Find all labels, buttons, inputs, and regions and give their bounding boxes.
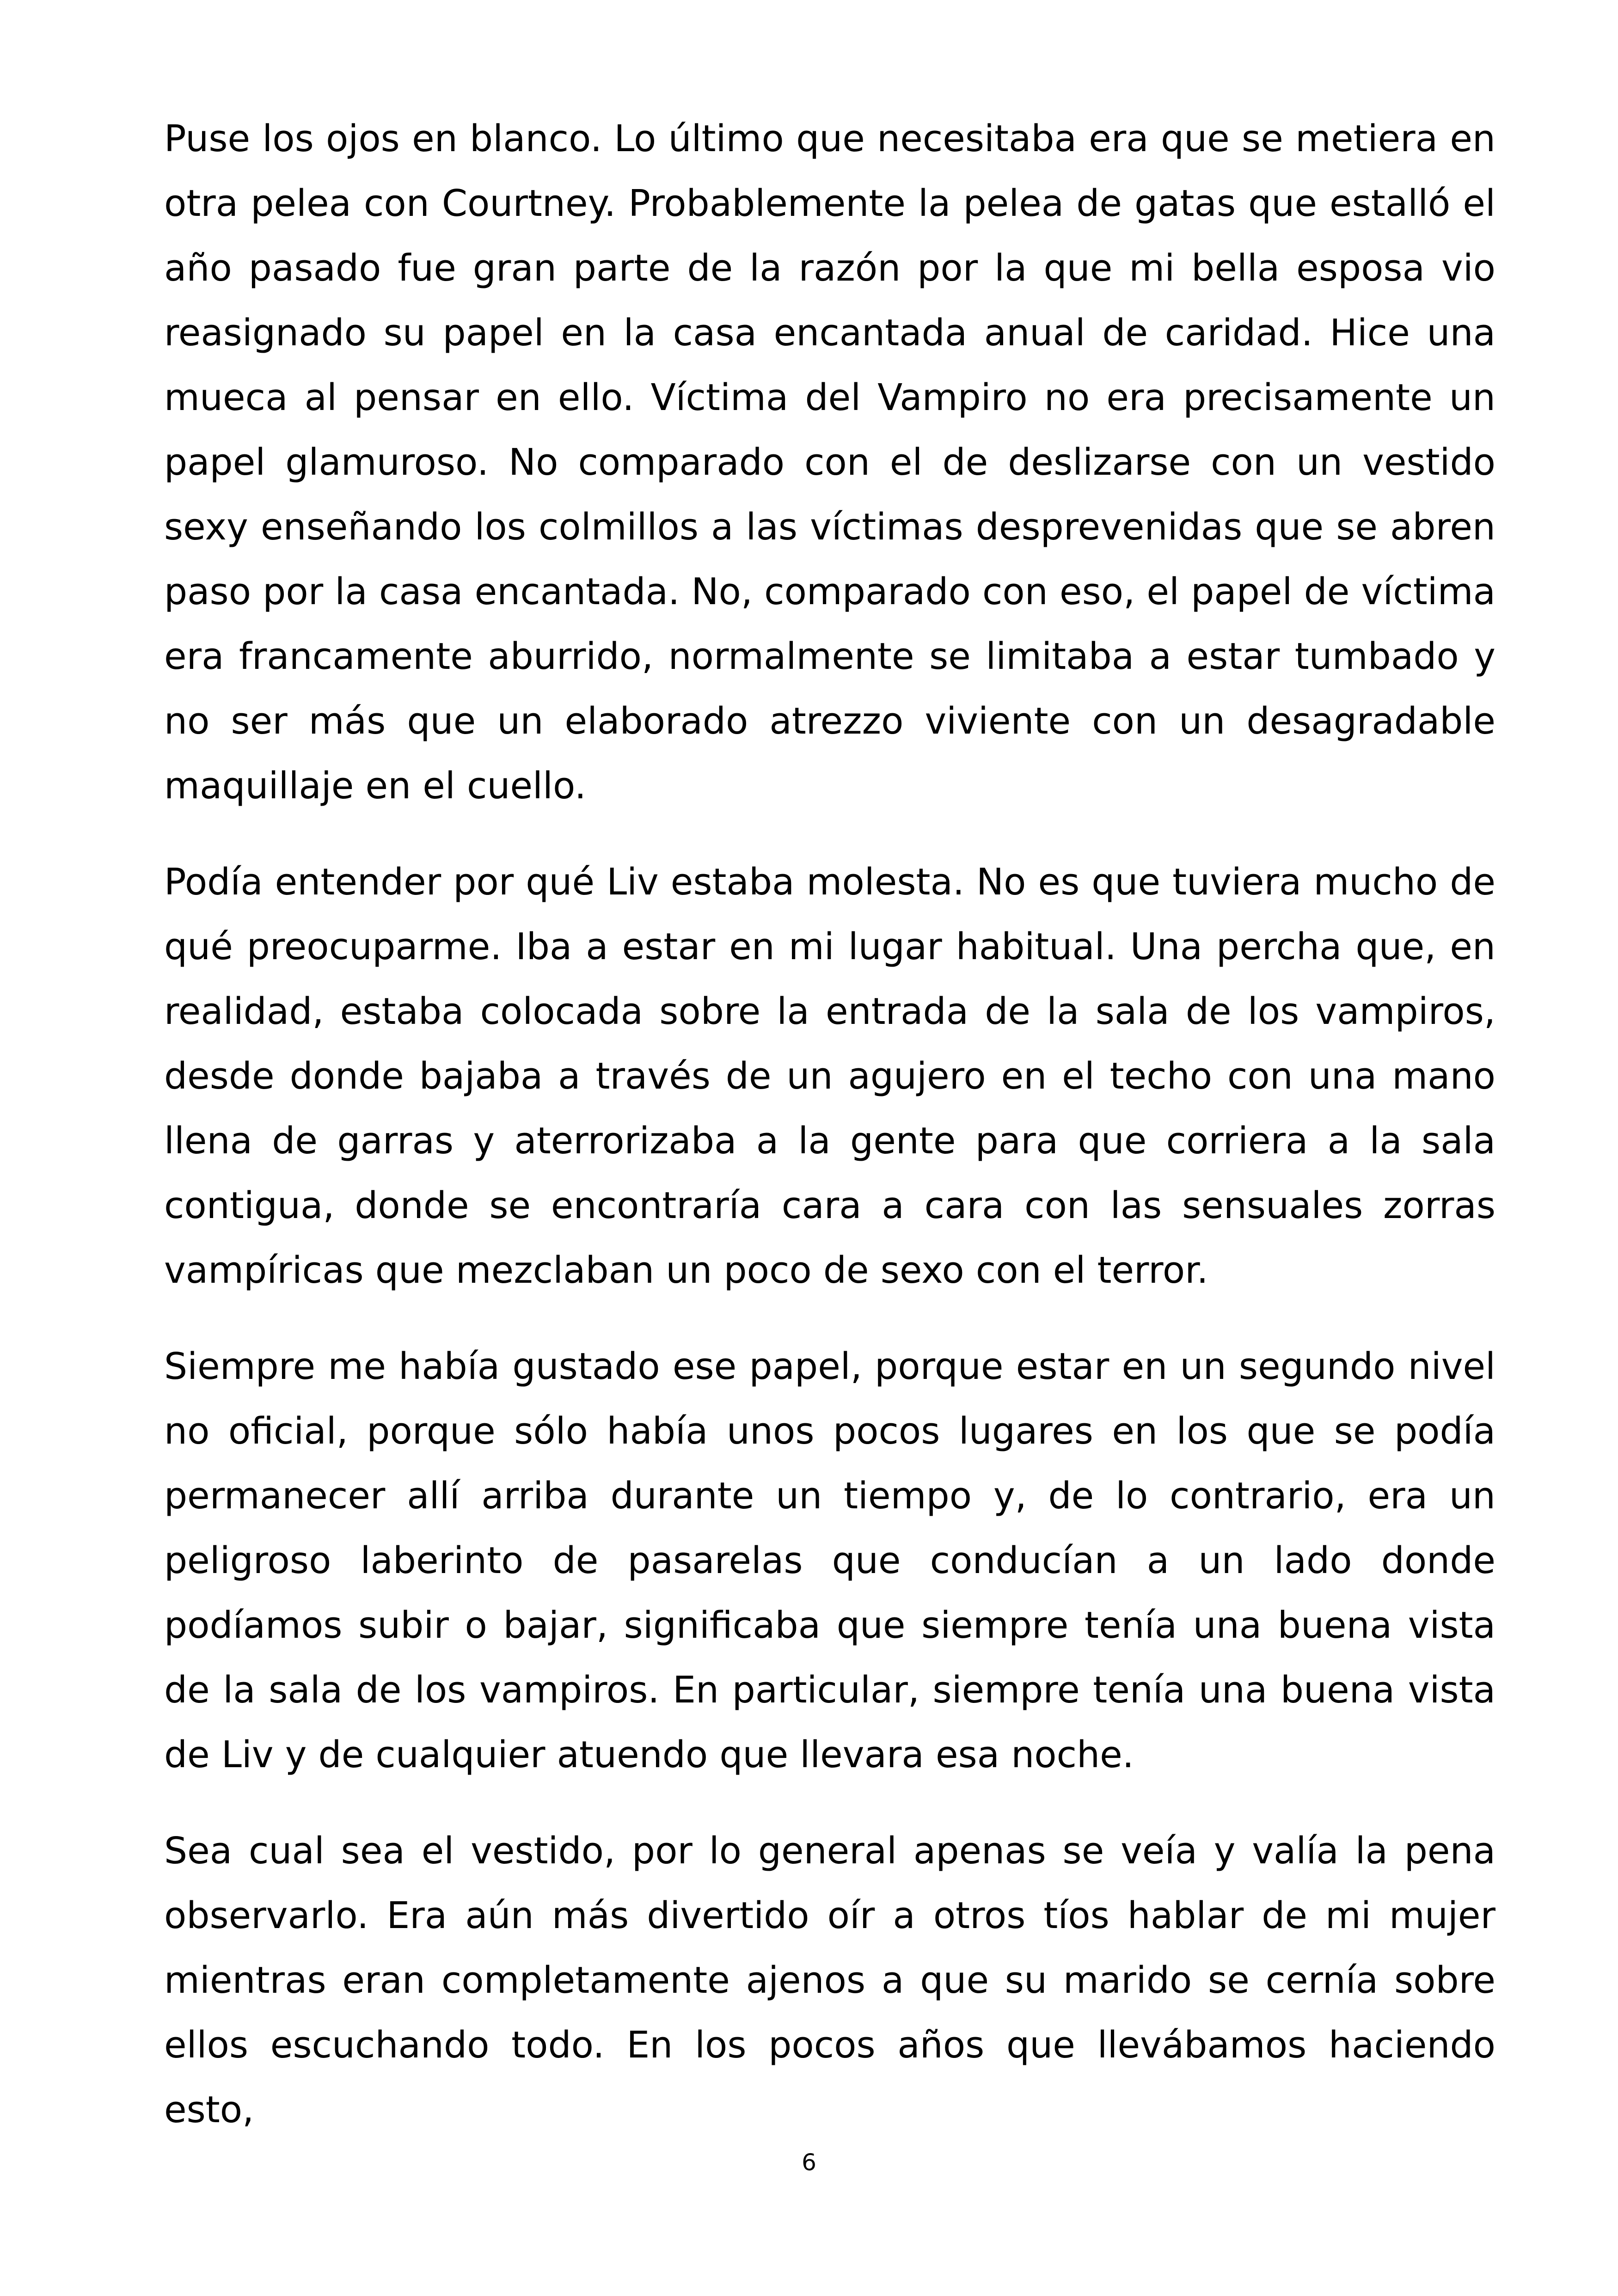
paragraph-4: Sea cual sea el vestido, por lo general apenas se veía y valía la pena observarlo. Era aún más divertido oír a otros tíos hablar de mi mujer mientras eran completamente ajenos a que su marido se cernía sobre ellos escuchando todo. En los pocos años que llevábamos haciendo esto,: [164, 1830, 1495, 2131]
paragraph-1: Puse los ojos en blanco. Lo último que necesitaba era que se metiera en otra pelea con Courtney. Probablemente la pelea de gatas que estalló el año pasado fue gran parte de la razón por la que mi bella esposa vio reasignado su papel en la casa encantada anual de caridad. Hice una mueca al pensar en ello. Víctima del Vampiro no era precisamente un papel glamuroso. No comparado con el de deslizarse con un vestido sexy enseñando los colmillos a las víctimas desprevenidas que se abren paso por la casa encantada. No, comparado con eso, el papel de víctima era francamente aburrido, normalmente se limitaba a estar tumbado y no ser más que un elaborado atrezzo viviente con un desagradable maquillaje en el cuello.: [164, 117, 1495, 807]
page-number: 6: [802, 2149, 816, 2176]
paragraph-3: Siempre me había gustado ese papel, porque estar en un segundo nivel no oficial, porque sólo había unos pocos lugares en los que se podía permanecer allí arriba durante un tiempo y, de lo contrario, era un peligroso laberinto de pasarelas que conducían a un lado donde podíamos subir o bajar, significaba que siempre tenía una buena vista de la sala de los vampiros. En particular, siempre tenía una buena vista de Liv y de cualquier atuendo que llevara esa noche.: [164, 1345, 1495, 1776]
paragraph-2: Podía entender por qué Liv estaba molesta. No es que tuviera mucho de qué preocuparme. Iba a estar en mi lugar habitual. Una percha que, en realidad, estaba colocada sobre la entrada de la sala de los vampiros, desde donde bajaba a través de un agujero en el techo con una mano llena de garras y aterrorizaba a la gente para que corriera a la sala contigua, donde se encontraría cara a cara con las sensuales zorras vampíricas que mezclaban un poco de sexo con el terror.: [164, 861, 1495, 1292]
body-text: [164, 106, 1495, 2142]
